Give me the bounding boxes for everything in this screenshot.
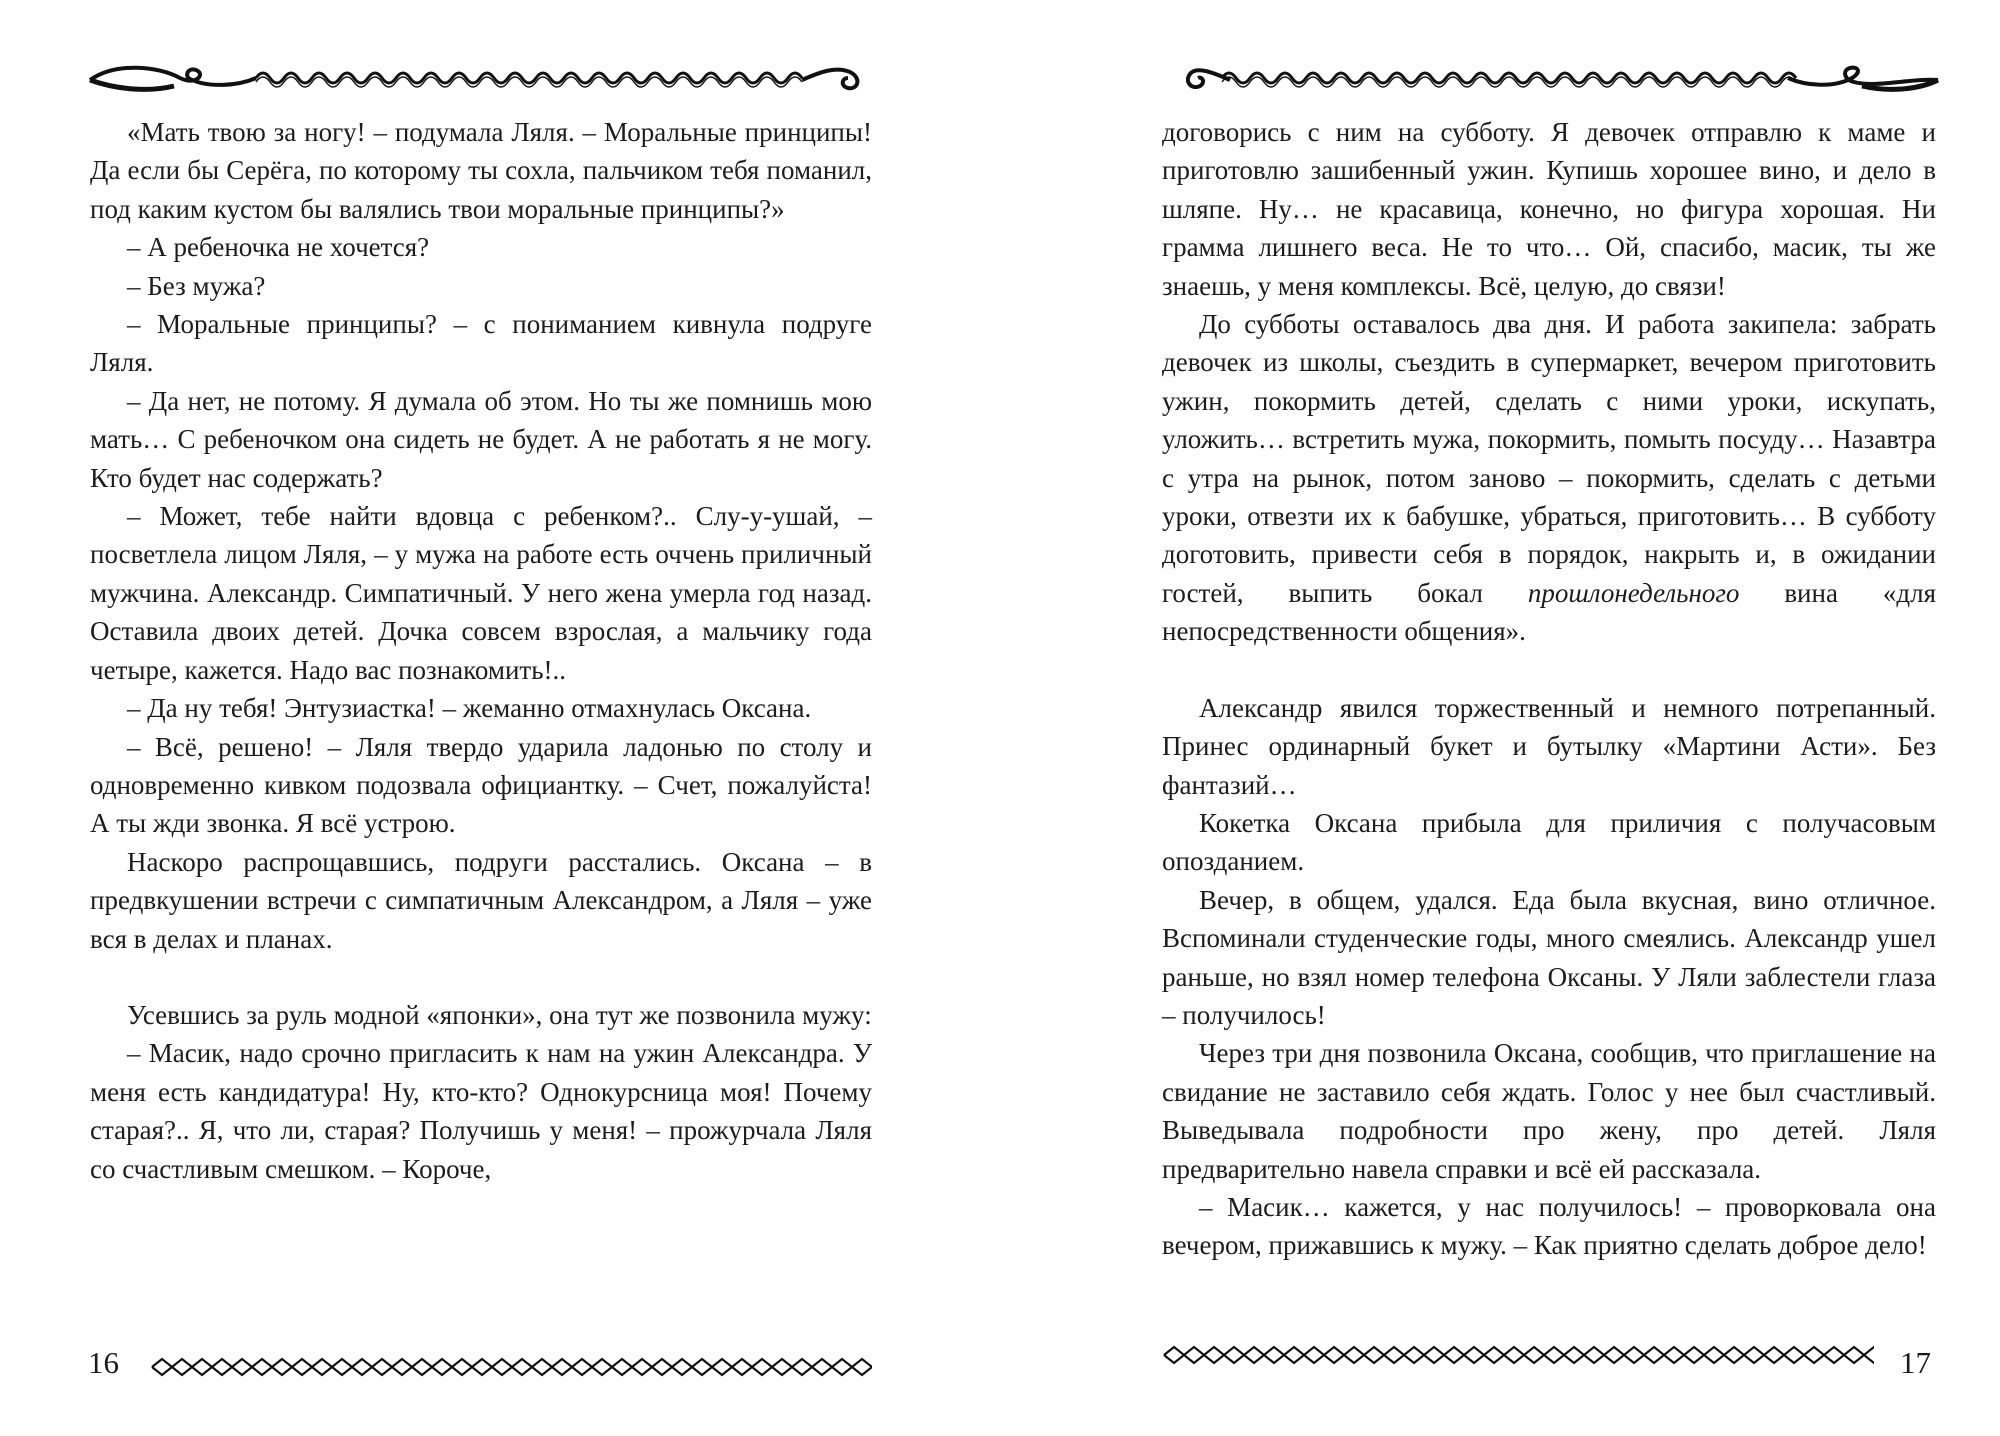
page-number: 16 [88, 1345, 119, 1380]
paragraph: – Моральные принципы? – с пониманием кивнула подруге Ляля. [90, 309, 872, 378]
scroll-ornament [1788, 68, 1938, 85]
italic-word: прошлонедельного [1527, 577, 1740, 608]
chain-ornament [1164, 1355, 1874, 1363]
page-number: 17 [1900, 1345, 1931, 1380]
paragraph: – Может, тебе найти вдовца с ребенком?.. Слу-у-ушай, – посветлела лицом Ляля, – у мужа на работе есть оччень приличный мужчина. Александр. Симпатичный. У него жена умерла год назад. Оставила двоих детей. Дочка совсем взрослая, а мальчику года четыре, кажется. Надо вас познакомить!.. [90, 501, 872, 685]
paragraph-text: вина «для непосредственности общения». [1162, 577, 1937, 647]
footer-ornament-right [1162, 1344, 1874, 1366]
paragraph: – Без мужа? [127, 270, 266, 301]
paragraph: Александр явился торжественный и немного потрепанный. Принес ординарный букет и бутылку «Мартини Асти». Без фантазий… [1162, 692, 1936, 800]
wave-ornament [1222, 77, 1796, 87]
footer-ornament-left [150, 1356, 872, 1378]
wave-ornament [1222, 73, 1796, 83]
paragraph [1162, 305, 1936, 651]
scroll-ornament [802, 70, 857, 89]
right-page-text [1162, 113, 1936, 1265]
paragraph: – Всё, решено! – Ляля твердо ударила ладонью по столу и одновременно кивком подозвала официантку. – Счет, пожалуйста! А ты жди звонка. Я всё устрою. [90, 731, 872, 839]
header-ornament-left [88, 52, 878, 98]
scroll-ornament [90, 68, 256, 85]
paragraph: Усевшись за руль модной «японки», она тут же позвонила мужу: [127, 999, 872, 1030]
paragraph: – А ребеночка не хочется? [127, 232, 430, 263]
paragraph: Вечер, в общем, удался. Еда была вкусная, вино отличное. Вспоминали студенческие годы, много смеялись. Александр ушел раньше, но взял номер телефона Оксаны. У Ляли заблестели глаза – получилось! [1162, 884, 1936, 1030]
scroll-ornament [90, 80, 174, 89]
paragraph: Наскоро распрощавшись, подруги расстались. Оксана – в предвкушении встречи с симпатичным Александром, а Ляля – уже вся в делах и планах. [90, 846, 872, 954]
left-page-text [90, 113, 872, 1188]
paragraph: – Масик, надо срочно пригласить к нам на ужин Александра. У меня есть кандидатура! Ну, кто-кто? Однокурсница моя! Почему старая?.. Я, что ли, старая? Получишь у меня! – прожурчала Ляля со счастливым смешком. – Короче, [90, 1038, 872, 1184]
paragraph: – Да ну тебя! Энтузиастка! – жеманно отмахнулась Оксана. [127, 693, 812, 724]
scroll-ornament [1188, 70, 1230, 87]
chain-ornament [1164, 1347, 1874, 1355]
right-page [1000, 0, 2000, 1436]
paragraph-text: До субботы оставалось два дня. И работа закипела: забрать девочек из школы, съездить в супермаркет, вечером приготовить ужин, покормить детей, сделать с ними уроки, искупать, уложить… встретить мужа, покормить, помыть посуду… Назавтра с утра на рынок, потом заново – покормить, сделать с детьми уроки, отвезти их к бабушке, убраться, приготовить… В субботу доготовить, привести себя в порядок, накрыть и, в ожидании гостей, выпить бокал [1162, 309, 1936, 608]
paragraph: Кокетка Оксана прибыла для приличия с получасовым опозданием. [1162, 807, 1936, 877]
paragraph: договорись с ним на субботу. Я девочек отправлю к маме и приготовлю зашибенный ужин. Купишь хорошее вино, и дело в шляпе. Ну… не красавица, конечно, но фигура хорошая. Ни грамма лишнего веса. Не то что… Ой, спасибо, масик, ты же знаешь, у меня комплексы. Всё, целую, до связи! [1162, 117, 1936, 301]
header-ornament-right [1182, 52, 1942, 98]
paragraph: – Масик… кажется, у нас получилось! – проворковала она вечером, прижавшись к мужу. – Как приятно сделать доброе дело! [1162, 1191, 1936, 1261]
paragraph: «Мать твою за ногу! – подумала Ляля. – Моральные принципы! Да если бы Серёга, по которому ты сохла, пальчиком тебя поманил, под каким кустом бы валялись твои моральные принципы?» [90, 117, 872, 224]
paragraph: Через три дня позвонила Оксана, сообщив, что приглашение на свидание не заставило себя ждать. Голос у нее был счастливый. Выведывала подробности про жену, про детей. Ляля предварительно навела справки и всё ей рассказала. [1162, 1038, 1936, 1184]
paragraph: – Да нет, не потому. Я думала об этом. Но ты же помнишь мою мать… С ребеночком она сидеть не будет. А не работать я не могу. Кто будет нас содержать? [90, 385, 872, 493]
wave-ornament [256, 73, 802, 83]
chain-ornament [152, 1367, 872, 1375]
